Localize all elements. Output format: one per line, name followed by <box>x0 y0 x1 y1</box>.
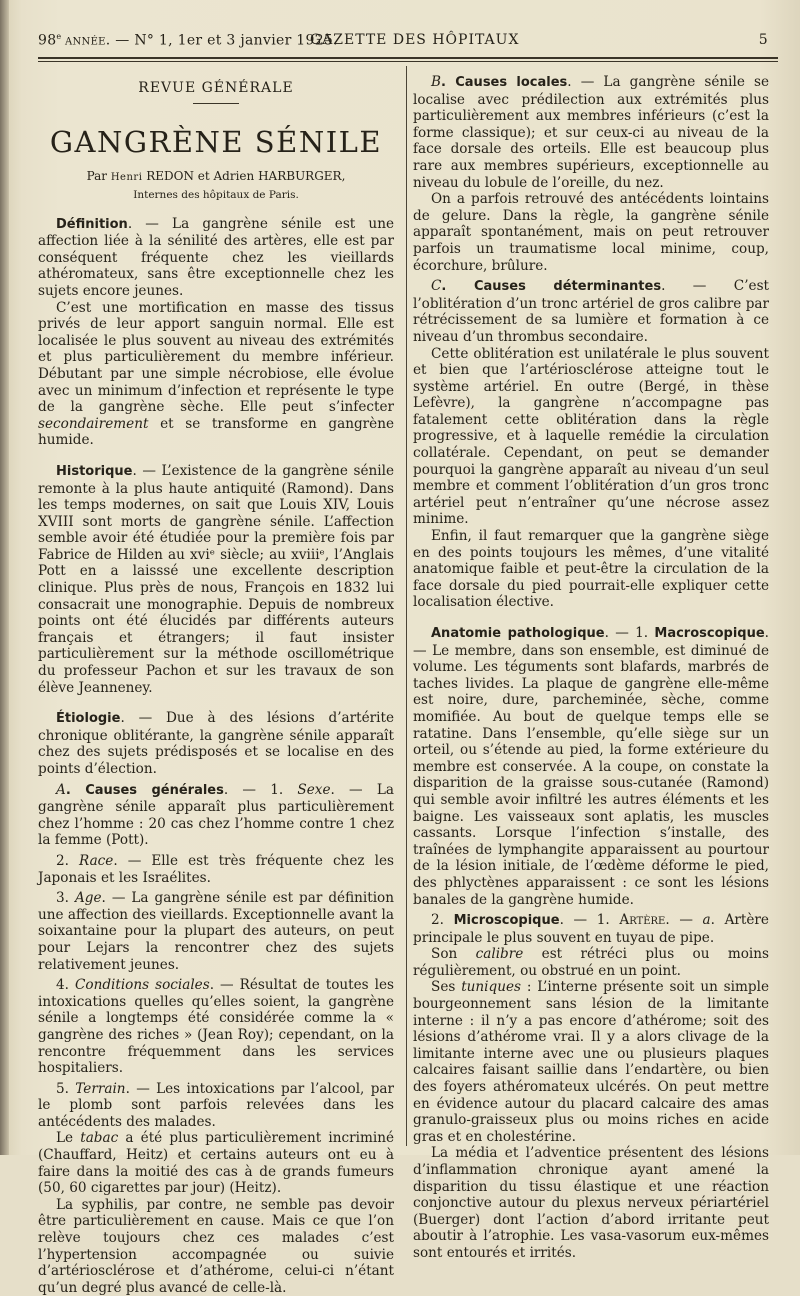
section-label: REVUE GÉNÉRALE <box>138 80 294 96</box>
paragraph-definition: Définition. — La gangrène sénile est une affection liée à la sénilité des artères, elle est par conséquent fréquente chez les vieillards athéromateux, sans être exceptionnelle chez les sujets encore jeunes. <box>38 215 394 299</box>
paragraph-gelure: On a parfois retrouvé des antécédents lointains de gelure. Dans la règle, la gangrène sénile apparaît spontanément, mais on peut retrouver parfois un traumatisme local minime, coup, écorchure, brûlure. <box>413 191 769 274</box>
paragraph-conditions: 4. Conditions sociales. — Résultat de toutes les intoxications quelles qu’elles soient, la gangrène sénile a longtemps été considérée comme la « gangrène des riches » (Jean Roy); cependant, on la rencontre fréquemment dans les services hospitaliers. <box>38 977 395 1077</box>
paragraph-causes-generales: A. Causes générales. — 1. Sexe. — La gangrène sénile apparaît plus particulièrement chez l’homme : 20 cas chez l’homme contre 1 chez la femme (Pott). <box>38 781 394 849</box>
header-rule <box>38 57 778 59</box>
right-column <box>413 74 769 1262</box>
paragraph-terrain: 5. Terrain. — Les intoxications par l’alcool, par le plomb sont parfois relevées dans les antécédents des malades. <box>38 1080 394 1130</box>
paragraph-media: La média et l’adventice présentent des lésions d’inflammation chronique ayant amené la disparition du tissu élastique et une réaction conjonctive autour du plexus nerveux périartériel (Buerger) dont l’action d’abord irritante peut aboutir à l’atrophie. Les vasa-vasorum eux-mêmes sont entourés et irrités. <box>413 1145 769 1261</box>
heading-causes-locales: . Causes locales <box>441 75 568 90</box>
paragraph-anatomie: Anatomie pathologique. — 1. Macroscopique. — Le membre, dans son ensemble, est diminué de volume. Les téguments sont blafards, marbrés de taches livides. La plaque de gangrène elle-même est noire, dure, parcheminée, sèche, comme momifiée. Au bout de quelque temps elle se ratatine. Dans l’ensemble, qu’elle siège sur un orteil, ou s’étende au pied, la forme extérieure du membre est conservée. A la coupe, on constate la disparition de la graisse sous-cutanée (Ramond) qui semble avoir infiltré les autres éléments et les baigne. Les vaisseaux sont aplatis, les muscles cassants. Lorsque l’infection s’installe, des traînées de lymphangite apparaissent au pourtour de la lésion initiale, de l’œdème déforme le pied, des phlyctènes apparaissent : ce sont les lésions banales de la gangrène humide. <box>413 625 769 908</box>
paragraph-tabac: Le tabac a été plus particulièrement incriminé (Chauffard, Heitz) et certains auteurs ont eu à faire dans la moitié des cas à de grands fumeurs (50, 60 cigarettes par jour) (Heitz). <box>38 1130 394 1197</box>
heading-causes-determinantes: . Causes déterminantes <box>441 279 662 295</box>
heading-historique: Historique <box>56 463 133 479</box>
journal-title: GAZETTE DES HÔPITAUX <box>310 32 520 48</box>
heading-causes-generales: . Causes générales <box>65 782 224 798</box>
header-rule-thin <box>38 61 778 62</box>
heading-anatomie: Anatomie pathologique <box>431 626 605 641</box>
article-authors: Par Henri REDON et Adrien HARBURGER, <box>86 168 346 183</box>
running-header <box>38 32 768 52</box>
paragraph-etiologie: Étiologie. — Due à des lésions d’artérite chronique oblitérante, la gangrène sénile apparaît chez des sujets prédisposés et se localise en des points d’élection. <box>38 710 394 777</box>
binding-edge <box>0 0 9 1155</box>
column-divider <box>406 66 407 1146</box>
paragraph-historique: Historique. — L’existence de la gangrène sénile remonte à la plus haute antiquité (Ramond). Dans les temps modernes, on sait que Louis XIV, Louis XVIII sont morts de gangrène sénile. L’affection semble avoir été étudiée pour la première fois par Fabrice de Hilden au xviᵉ siècle; au xviiiᵉ, l’Anglais Pott en a laisssé une excellente description clinique. Plus près de nous, François en 1832 lui consacrait une monographie. Depuis de nombreux points ont été élucidés par différents auteurs français et étrangers; il faut insister particulièrement sur la méthode oscillométrique du professeur Pachon et sur les travaux de son élève Jeanneney. <box>38 462 394 696</box>
heading-microscopique: Microscopique <box>453 913 560 929</box>
paragraph-causes-determinantes: C. Causes déterminantes. — C’est l’oblitération d’un tronc artériel de gros calibre par rétrécissement de sa lumière et formation à ce niveau d’un thrombus secondaire. <box>413 278 770 345</box>
paragraph-age: 3. Age. — La gangrène sénile est par définition une affection des vieillards. Exceptionnelle avant la soixantaine pour la plupart des auteurs, on peut pour Lejars la rencontrer chez des sujets relativement jeunes. <box>38 890 394 973</box>
paragraph-syphilis: La syphilis, par contre, ne semble pas devoir être particulièrement en cause. Mais ce que l’on relève toujours chez ces malades c’est l’hypertension accompagnée ou suivie d’artériosclérose et d’athérome, celui-ci n’étant qu’un degré plus avancé de celle-là. <box>38 1196 394 1296</box>
heading-etiologie: Étiologie <box>56 711 121 727</box>
paragraph-enfin: Enfin, il faut remarquer que la gangrène siège en des points toujours les mêmes, d’une vitalité anatomique faible et peut-être la circulation de la face dorsale du pied pourrait-elle expliquer cette localisation élective. <box>413 528 769 611</box>
paragraph-tuniques: Ses tuniques : L’interne présente soit un simple bourgeonnement sans lésion de la limitante interne : il n’y a pas encore d’athérome; soit des lésions d’athérome vrai. Il y a alors clivage de la limitante interne avec une ou plusieurs plaques calcaires faisant saillie dans l’endartère, ou bien des foyers athéromateux ulcérés. On peut mettre en évidence autour du placard calcaire des amas granulo-graisseux plus ou moins riches en acide gras et en cholestérine. <box>413 979 769 1145</box>
author-affiliation: Internes des hôpitaux de Paris. <box>133 188 299 201</box>
paragraph-obliteration: Cette oblitération est unilatérale le plus souvent et bien que l’artériosclérose atteigne tout le système artériel. En outre (Bergé, in thèse Lefèvre), la gangrène n’accompagne pas fatalement cette oblitération dans la règle progressive, et à laquelle remédie la circulation collatérale. Cependant, on peut se demander pourquoi la gangrène apparaît au niveau d’un seul membre et comment l’oblitération d’un gros tronc artériel peut n’entraîner qu’une nécrose assez minime. <box>413 345 769 528</box>
paragraph-microscopique: 2. Microscopique. — 1. Artère. — a. Artère principale le plus souvent en tuyau de pipe. <box>413 912 769 946</box>
heading-definition: Définition <box>56 216 128 232</box>
issue-line: 98e ANNÉE. — N° 1, 1er et 3 janvier 1925. <box>38 32 338 49</box>
left-column <box>38 78 394 1296</box>
paragraph-calibre: Son calibre est rétréci plus ou moins régulièrement, ou obstrué en un point. <box>413 946 769 979</box>
page-number: 5 <box>758 32 768 48</box>
paragraph-causes-locales: B. Causes locales. — La gangrène sénile se localise avec prédilection aux extrémités plus particulièrement aux membres inférieurs (c’est la forme classique); et sur ceux-ci au niveau de la face dorsale des orteils. Elle est beaucoup plus rare aux membres supérieurs, exceptionnelle au niveau du lobule de l’oreille, du nez. <box>413 74 769 191</box>
section-rule <box>193 103 239 104</box>
paragraph-race: 2. Race. — Elle est très fréquente chez les Japonais et les Israélites. <box>38 852 395 886</box>
article-title: GANGRÈNE SÉNILE <box>49 124 383 159</box>
paragraph: C’est une mortification en masse des tissus privés de leur apport sanguin normal. Elle est localisée le plus souvent au niveau des extrémités et plus particulièrement du membre inférieur. Débutant par une simple nécrobiose, elle évolue avec un minimum d’infection et représente le type de la gangrène sèche. Elle peut s’infecter secondairement et se transforme en gangrène humide. <box>38 299 394 449</box>
